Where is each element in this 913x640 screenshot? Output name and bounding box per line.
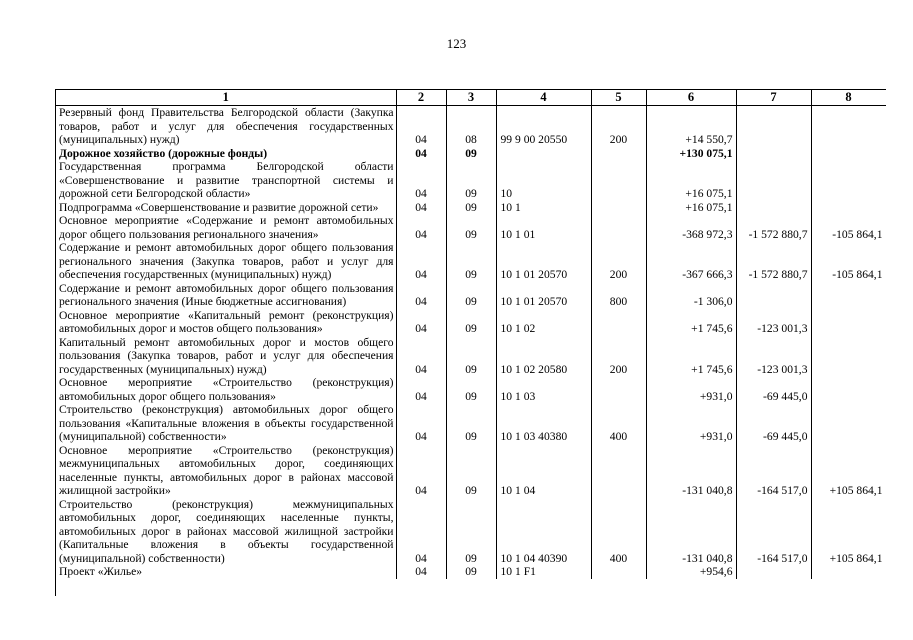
row-amount-year1: -1 306,0	[646, 282, 736, 309]
row-amount-year3	[811, 106, 886, 147]
row-expense-type: 200	[591, 106, 646, 147]
row-amount-year1: -131 040,8	[646, 498, 736, 566]
row-amount-year3	[811, 201, 886, 215]
table-row	[56, 160, 886, 201]
budget-table-wrapper	[55, 89, 886, 596]
row-amount-year2: -1 572 880,7	[736, 241, 811, 282]
row-subsection: 09	[446, 444, 496, 498]
table-row	[56, 444, 886, 498]
row-subsection: 09	[446, 336, 496, 377]
row-subsection: 09	[446, 282, 496, 309]
row-description: Основное мероприятие «Содержание и ремонт автомобильных дорог общего пользования регионального значения»	[56, 214, 396, 241]
row-amount-year3: -105 864,1	[811, 241, 886, 282]
header-col-3: 3	[446, 90, 496, 106]
header-col-7: 7	[736, 90, 811, 106]
row-description: Строительство (реконструкция) автомобильных дорог общего пользования «Капитальные вложения в объекты государственной (муниципальной) собственности»	[56, 403, 396, 444]
row-description: Проект «Жилье»	[56, 565, 396, 579]
row-expense-type	[591, 160, 646, 201]
row-amount-year2: -1 572 880,7	[736, 214, 811, 241]
row-section: 04	[396, 241, 446, 282]
row-target-code: 10 1 02	[496, 309, 591, 336]
row-section: 04	[396, 403, 446, 444]
row-description: Содержание и ремонт автомобильных дорог общего пользования регионального значения (Иные бюджетные ассигнования)	[56, 282, 396, 309]
page-number: 123	[446, 36, 467, 51]
row-section: 04	[396, 376, 446, 403]
row-target-code: 10 1 03 40380	[496, 403, 591, 444]
row-section: 04	[396, 214, 446, 241]
row-amount-year2	[736, 160, 811, 201]
header-col-5: 5	[591, 90, 646, 106]
row-amount-year2: -69 445,0	[736, 403, 811, 444]
row-section: 04	[396, 565, 446, 579]
row-target-code: 10 1 04 40390	[496, 498, 591, 566]
row-expense-type	[591, 309, 646, 336]
table-row	[56, 147, 886, 161]
row-section: 04	[396, 282, 446, 309]
row-expense-type: 200	[591, 336, 646, 377]
row-description: Подпрограмма «Совершенствование и развитие дорожной сети»	[56, 201, 396, 215]
row-amount-year1: +14 550,7	[646, 106, 736, 147]
row-target-code	[496, 147, 591, 161]
row-target-code: 10 1 02 20580	[496, 336, 591, 377]
row-subsection: 09	[446, 160, 496, 201]
row-amount-year2	[736, 147, 811, 161]
row-subsection: 09	[446, 147, 496, 161]
row-expense-type: 400	[591, 498, 646, 566]
row-description: Дорожное хозяйство (дорожные фонды)	[56, 147, 396, 161]
row-amount-year3	[811, 282, 886, 309]
row-description: Основное мероприятие «Строительство (реконструкция) автомобильных дорог общего пользования»	[56, 376, 396, 403]
row-amount-year3	[811, 403, 886, 444]
header-col-1: 1	[56, 90, 396, 106]
row-amount-year1: +931,0	[646, 403, 736, 444]
row-subsection: 09	[446, 201, 496, 215]
row-description: Строительство (реконструкция) межмуниципальных автомобильных дорог, соединяющих населенные пункты, автомобильных дорог в районах массовой жилищной застройки (Капитальные вложения в объекты государственной (муниципальной) собственности)	[56, 498, 396, 566]
row-target-code: 10 1 01 20570	[496, 241, 591, 282]
row-target-code: 10 1	[496, 201, 591, 215]
row-section: 04	[396, 309, 446, 336]
row-amount-year2: -164 517,0	[736, 444, 811, 498]
row-target-code: 10	[496, 160, 591, 201]
row-description: Резервный фонд Правительства Белгородской области (Закупка товаров, работ и услуг для обеспечения государственных (муниципальных) нужд)	[56, 106, 396, 147]
header-col-2: 2	[396, 90, 446, 106]
row-description: Основное мероприятие «Строительство (реконструкция) межмуниципальных автомобильных дорог, соединяющих населенные пункты, автомобильных дорог в районах массовой жилищной застройки»	[56, 444, 396, 498]
row-amount-year1: -367 666,3	[646, 241, 736, 282]
row-description: Государственная программа Белгородской области «Совершенствование и развитие транспортной системы и дорожной сети Белгородской области»	[56, 160, 396, 201]
table-row	[56, 241, 886, 282]
row-subsection: 09	[446, 376, 496, 403]
row-expense-type	[591, 201, 646, 215]
row-expense-type: 800	[591, 282, 646, 309]
row-amount-year1: +954,6	[646, 565, 736, 579]
row-amount-year1: +16 075,1	[646, 160, 736, 201]
row-amount-year2	[736, 106, 811, 147]
row-amount-year2	[736, 201, 811, 215]
row-amount-year3	[811, 336, 886, 377]
row-amount-year2: -123 001,3	[736, 336, 811, 377]
row-amount-year2	[736, 565, 811, 579]
row-amount-year1: +931,0	[646, 376, 736, 403]
row-amount-year2: -69 445,0	[736, 376, 811, 403]
row-amount-year3	[811, 565, 886, 579]
row-target-code: 10 1 F1	[496, 565, 591, 579]
header-col-6: 6	[646, 90, 736, 106]
row-amount-year1: -131 040,8	[646, 444, 736, 498]
table-row	[56, 403, 886, 444]
row-section: 04	[396, 336, 446, 377]
row-expense-type	[591, 444, 646, 498]
row-subsection: 09	[446, 498, 496, 566]
table-row	[56, 498, 886, 566]
row-section: 04	[396, 444, 446, 498]
row-target-code: 10 1 01 20570	[496, 282, 591, 309]
row-amount-year2: -123 001,3	[736, 309, 811, 336]
row-amount-year3	[811, 160, 886, 201]
row-amount-year1: +1 745,6	[646, 309, 736, 336]
row-amount-year3	[811, 376, 886, 403]
table-row	[56, 106, 886, 147]
row-amount-year2	[736, 282, 811, 309]
row-amount-year3	[811, 309, 886, 336]
row-amount-year1: +16 075,1	[646, 201, 736, 215]
row-subsection: 09	[446, 565, 496, 579]
table-header-row	[56, 90, 886, 106]
table-row	[56, 336, 886, 377]
row-amount-year2: -164 517,0	[736, 498, 811, 566]
budget-table	[56, 90, 886, 579]
row-amount-year3	[811, 147, 886, 161]
header-col-8: 8	[811, 90, 886, 106]
row-section: 04	[396, 201, 446, 215]
row-target-code: 10 1 01	[496, 214, 591, 241]
table-row	[56, 214, 886, 241]
row-expense-type	[591, 147, 646, 161]
row-amount-year1: -368 972,3	[646, 214, 736, 241]
row-target-code: 10 1 03	[496, 376, 591, 403]
row-target-code: 10 1 04	[496, 444, 591, 498]
row-amount-year1: +130 075,1	[646, 147, 736, 161]
row-expense-type: 200	[591, 241, 646, 282]
row-amount-year1: +1 745,6	[646, 336, 736, 377]
row-description: Содержание и ремонт автомобильных дорог общего пользования регионального значения (Закупка товаров, работ и услуг для обеспечения государственных (муниципальных) нужд)	[56, 241, 396, 282]
row-subsection: 09	[446, 309, 496, 336]
row-expense-type	[591, 376, 646, 403]
table-row	[56, 376, 886, 403]
row-amount-year3: +105 864,1	[811, 498, 886, 566]
table-row	[56, 565, 886, 579]
row-section: 04	[396, 498, 446, 566]
row-subsection: 09	[446, 241, 496, 282]
row-section: 04	[396, 106, 446, 147]
row-target-code: 99 9 00 20550	[496, 106, 591, 147]
header-col-4: 4	[496, 90, 591, 106]
row-amount-year3: +105 864,1	[811, 444, 886, 498]
row-subsection: 09	[446, 403, 496, 444]
row-section: 04	[396, 160, 446, 201]
row-amount-year3: -105 864,1	[811, 214, 886, 241]
row-subsection: 08	[446, 106, 496, 147]
row-subsection: 09	[446, 214, 496, 241]
row-expense-type: 400	[591, 403, 646, 444]
row-description: Основное мероприятие «Капитальный ремонт (реконструкция) автомобильных дорог и мостов общего пользования»	[56, 309, 396, 336]
row-section: 04	[396, 147, 446, 161]
table-row	[56, 309, 886, 336]
table-row	[56, 201, 886, 215]
table-row	[56, 282, 886, 309]
row-expense-type	[591, 214, 646, 241]
row-description: Капитальный ремонт автомобильных дорог и мостов общего пользования (Закупка товаров, работ и услуг для обеспечения государственных (муниципальных) нужд)	[56, 336, 396, 377]
row-expense-type	[591, 565, 646, 579]
